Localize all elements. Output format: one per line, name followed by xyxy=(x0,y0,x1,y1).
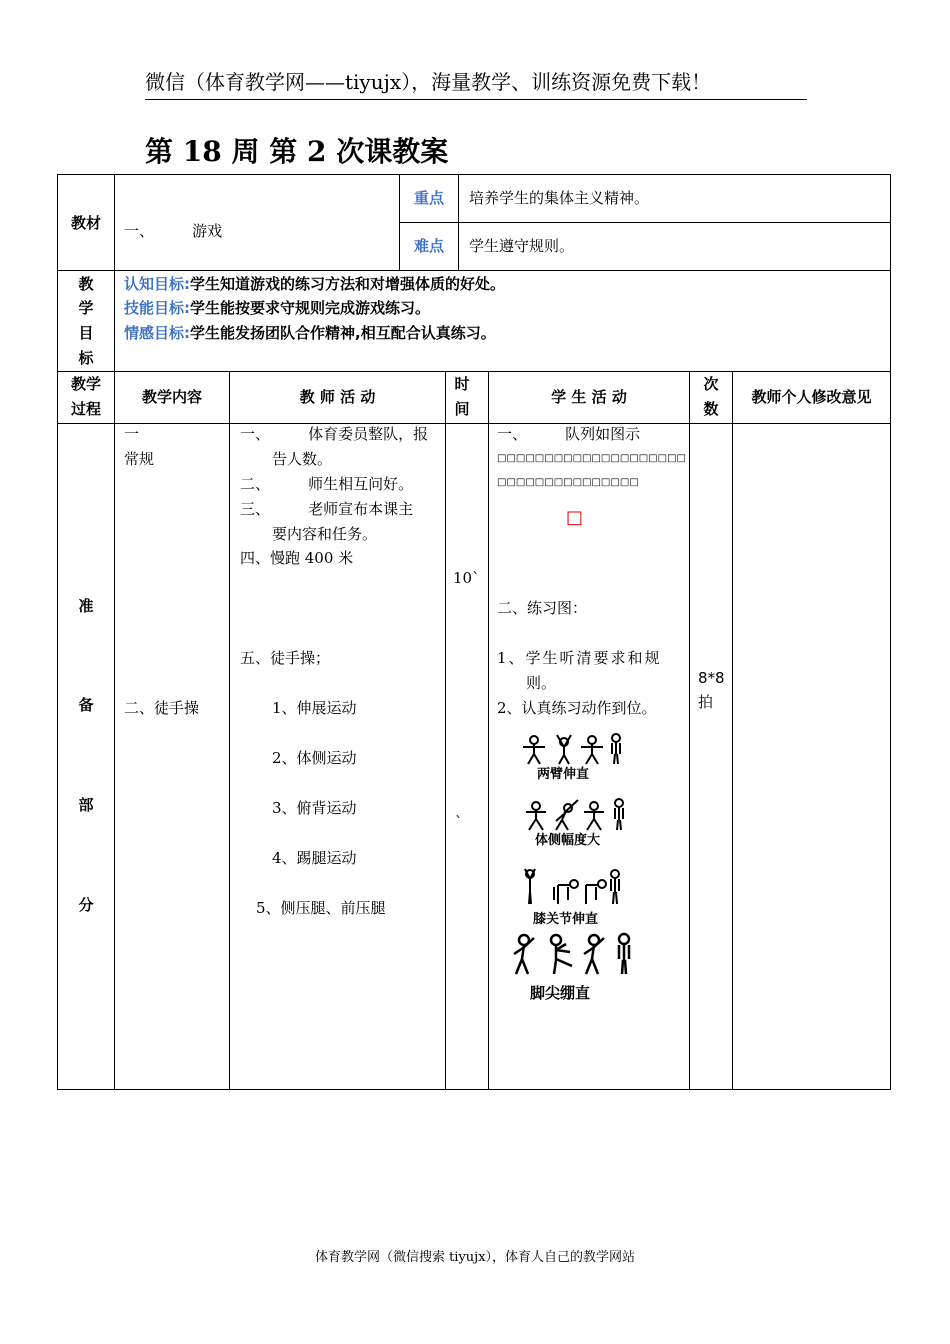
difficulty-label: 难点 xyxy=(413,237,444,255)
teacher-activity-line: 2、体侧运动 xyxy=(272,749,357,767)
col-teacher: 教 师 活 动 xyxy=(299,388,376,406)
count-value: 拍 xyxy=(698,693,714,711)
col-time: 时 xyxy=(454,375,470,393)
figure-caption: 脚尖绷直 xyxy=(530,984,591,1002)
content-item: 一 xyxy=(124,425,140,443)
teacher-activity-line: 要内容和任务。 xyxy=(272,525,378,543)
teacher-activity-line: 四、慢跑 400 米 xyxy=(240,549,354,567)
teacher-activity-line: 二、 师生相互问好。 xyxy=(240,475,414,493)
col-content: 教学内容 xyxy=(141,388,202,406)
col-count: 数 xyxy=(703,400,719,418)
teacher-position-mark: □ xyxy=(566,507,584,528)
grid-line xyxy=(57,423,891,424)
grid-line xyxy=(57,270,891,271)
figure-caption: 两臂伸直 xyxy=(537,767,590,782)
teacher-activity-line: 3、俯背运动 xyxy=(272,799,357,817)
content-item: 常规 xyxy=(124,450,155,468)
teacher-activity-line: 4、踢腿运动 xyxy=(272,849,357,867)
teacher-activity-line: 5、侧压腿、前压腿 xyxy=(256,899,386,917)
teacher-activity-line: 三、 老师宣布本课主 xyxy=(240,500,414,518)
exercise-figure-arms xyxy=(520,733,630,765)
grid-line xyxy=(488,371,489,1090)
count-value: 8*8 xyxy=(698,669,725,687)
col-process: 教学 xyxy=(70,375,101,393)
col-process: 过程 xyxy=(70,400,101,418)
student-activity-line: 二、练习图： xyxy=(497,599,588,617)
page-header: 微信（体育教学网——tiyujx），海量教学、训练资源免费下载！ xyxy=(145,66,807,100)
figure-caption: 膝关节伸直 xyxy=(533,912,599,927)
student-activity-line: 一、 队列如图示 xyxy=(497,425,641,443)
goal-cognitive-text: 学生知道游戏的练习方法和对增强体质的好处。 xyxy=(190,275,506,293)
teacher-activity-line: 告人数。 xyxy=(272,450,333,468)
goal-skill xyxy=(124,296,430,321)
teacher-activity-line: 1、伸展运动 xyxy=(272,699,357,717)
col-count: 次 xyxy=(703,375,719,393)
grid-line xyxy=(399,222,890,223)
goals-label-char: 教 xyxy=(78,275,94,293)
goal-cognitive-label: 认知目标: xyxy=(124,275,190,293)
difficulty-text: 学生遵守规则。 xyxy=(469,237,575,255)
goal-skill-text: 学生能按要求守规则完成游戏练习。 xyxy=(190,299,431,317)
page-footer: 体育教学网（微信搜索 tiyujx），体育人自己的教学网站 xyxy=(314,1250,636,1265)
student-activity-line: 则。 xyxy=(526,674,557,692)
figure-caption: 体侧幅度大 xyxy=(535,833,601,848)
section-label-char: 准 xyxy=(78,597,94,615)
goal-affective-text: 学生能发扬团队合作精神,相互配合认真练习。 xyxy=(190,324,496,342)
goal-cognitive xyxy=(124,272,505,297)
section-label-char: 备 xyxy=(78,696,94,714)
col-revise: 教师个人修改意见 xyxy=(751,388,872,406)
exercise-figure-side-bend xyxy=(522,797,632,831)
exercise-figure-forward-bend xyxy=(518,868,628,906)
goal-affective-label: 情感目标: xyxy=(124,324,190,342)
page-title: 第 18 周 第 2 次课教案 xyxy=(145,135,449,168)
material-content: 一、 游戏 xyxy=(124,222,223,240)
teacher-activity-line: 五、徒手操； xyxy=(240,649,331,667)
key-point-text: 培养学生的集体主义精神。 xyxy=(469,189,650,207)
goals-label-char: 标 xyxy=(78,349,94,367)
col-student: 学 生 活 动 xyxy=(551,388,627,406)
goals-label-char: 学 xyxy=(78,299,94,317)
grid-line xyxy=(114,270,115,371)
time-value: ` xyxy=(455,813,463,831)
student-activity-line: 1、学生听清要求和规 xyxy=(497,649,662,667)
student-activity-line: 2、认真练习动作到位。 xyxy=(497,699,657,717)
time-value: 10` xyxy=(453,569,480,587)
exercise-figure-kick xyxy=(508,932,636,976)
content-item: 二、徒手操 xyxy=(124,699,200,717)
goal-skill-label: 技能目标: xyxy=(124,299,190,317)
material-label: 教材 xyxy=(70,214,101,232)
formation-squares: □□□□□□□□□□□□□□□□□□□□ xyxy=(497,453,686,464)
grid-line xyxy=(689,371,690,1090)
goal-affective xyxy=(124,321,496,346)
grid-line xyxy=(114,174,115,271)
teacher-activity-line: 一、 体育委员整队，报 xyxy=(240,425,429,443)
section-label-char: 分 xyxy=(78,896,94,914)
grid-line xyxy=(732,371,733,1090)
grid-line xyxy=(229,371,230,1090)
formation-squares: □□□□□□□□□□□□□□□ xyxy=(497,477,639,488)
grid-line xyxy=(114,371,115,1090)
grid-line xyxy=(445,371,446,1090)
key-point-label: 重点 xyxy=(413,189,444,207)
col-time: 间 xyxy=(454,400,470,418)
goals-label-char: 目 xyxy=(78,324,94,342)
section-label-char: 部 xyxy=(78,796,94,814)
